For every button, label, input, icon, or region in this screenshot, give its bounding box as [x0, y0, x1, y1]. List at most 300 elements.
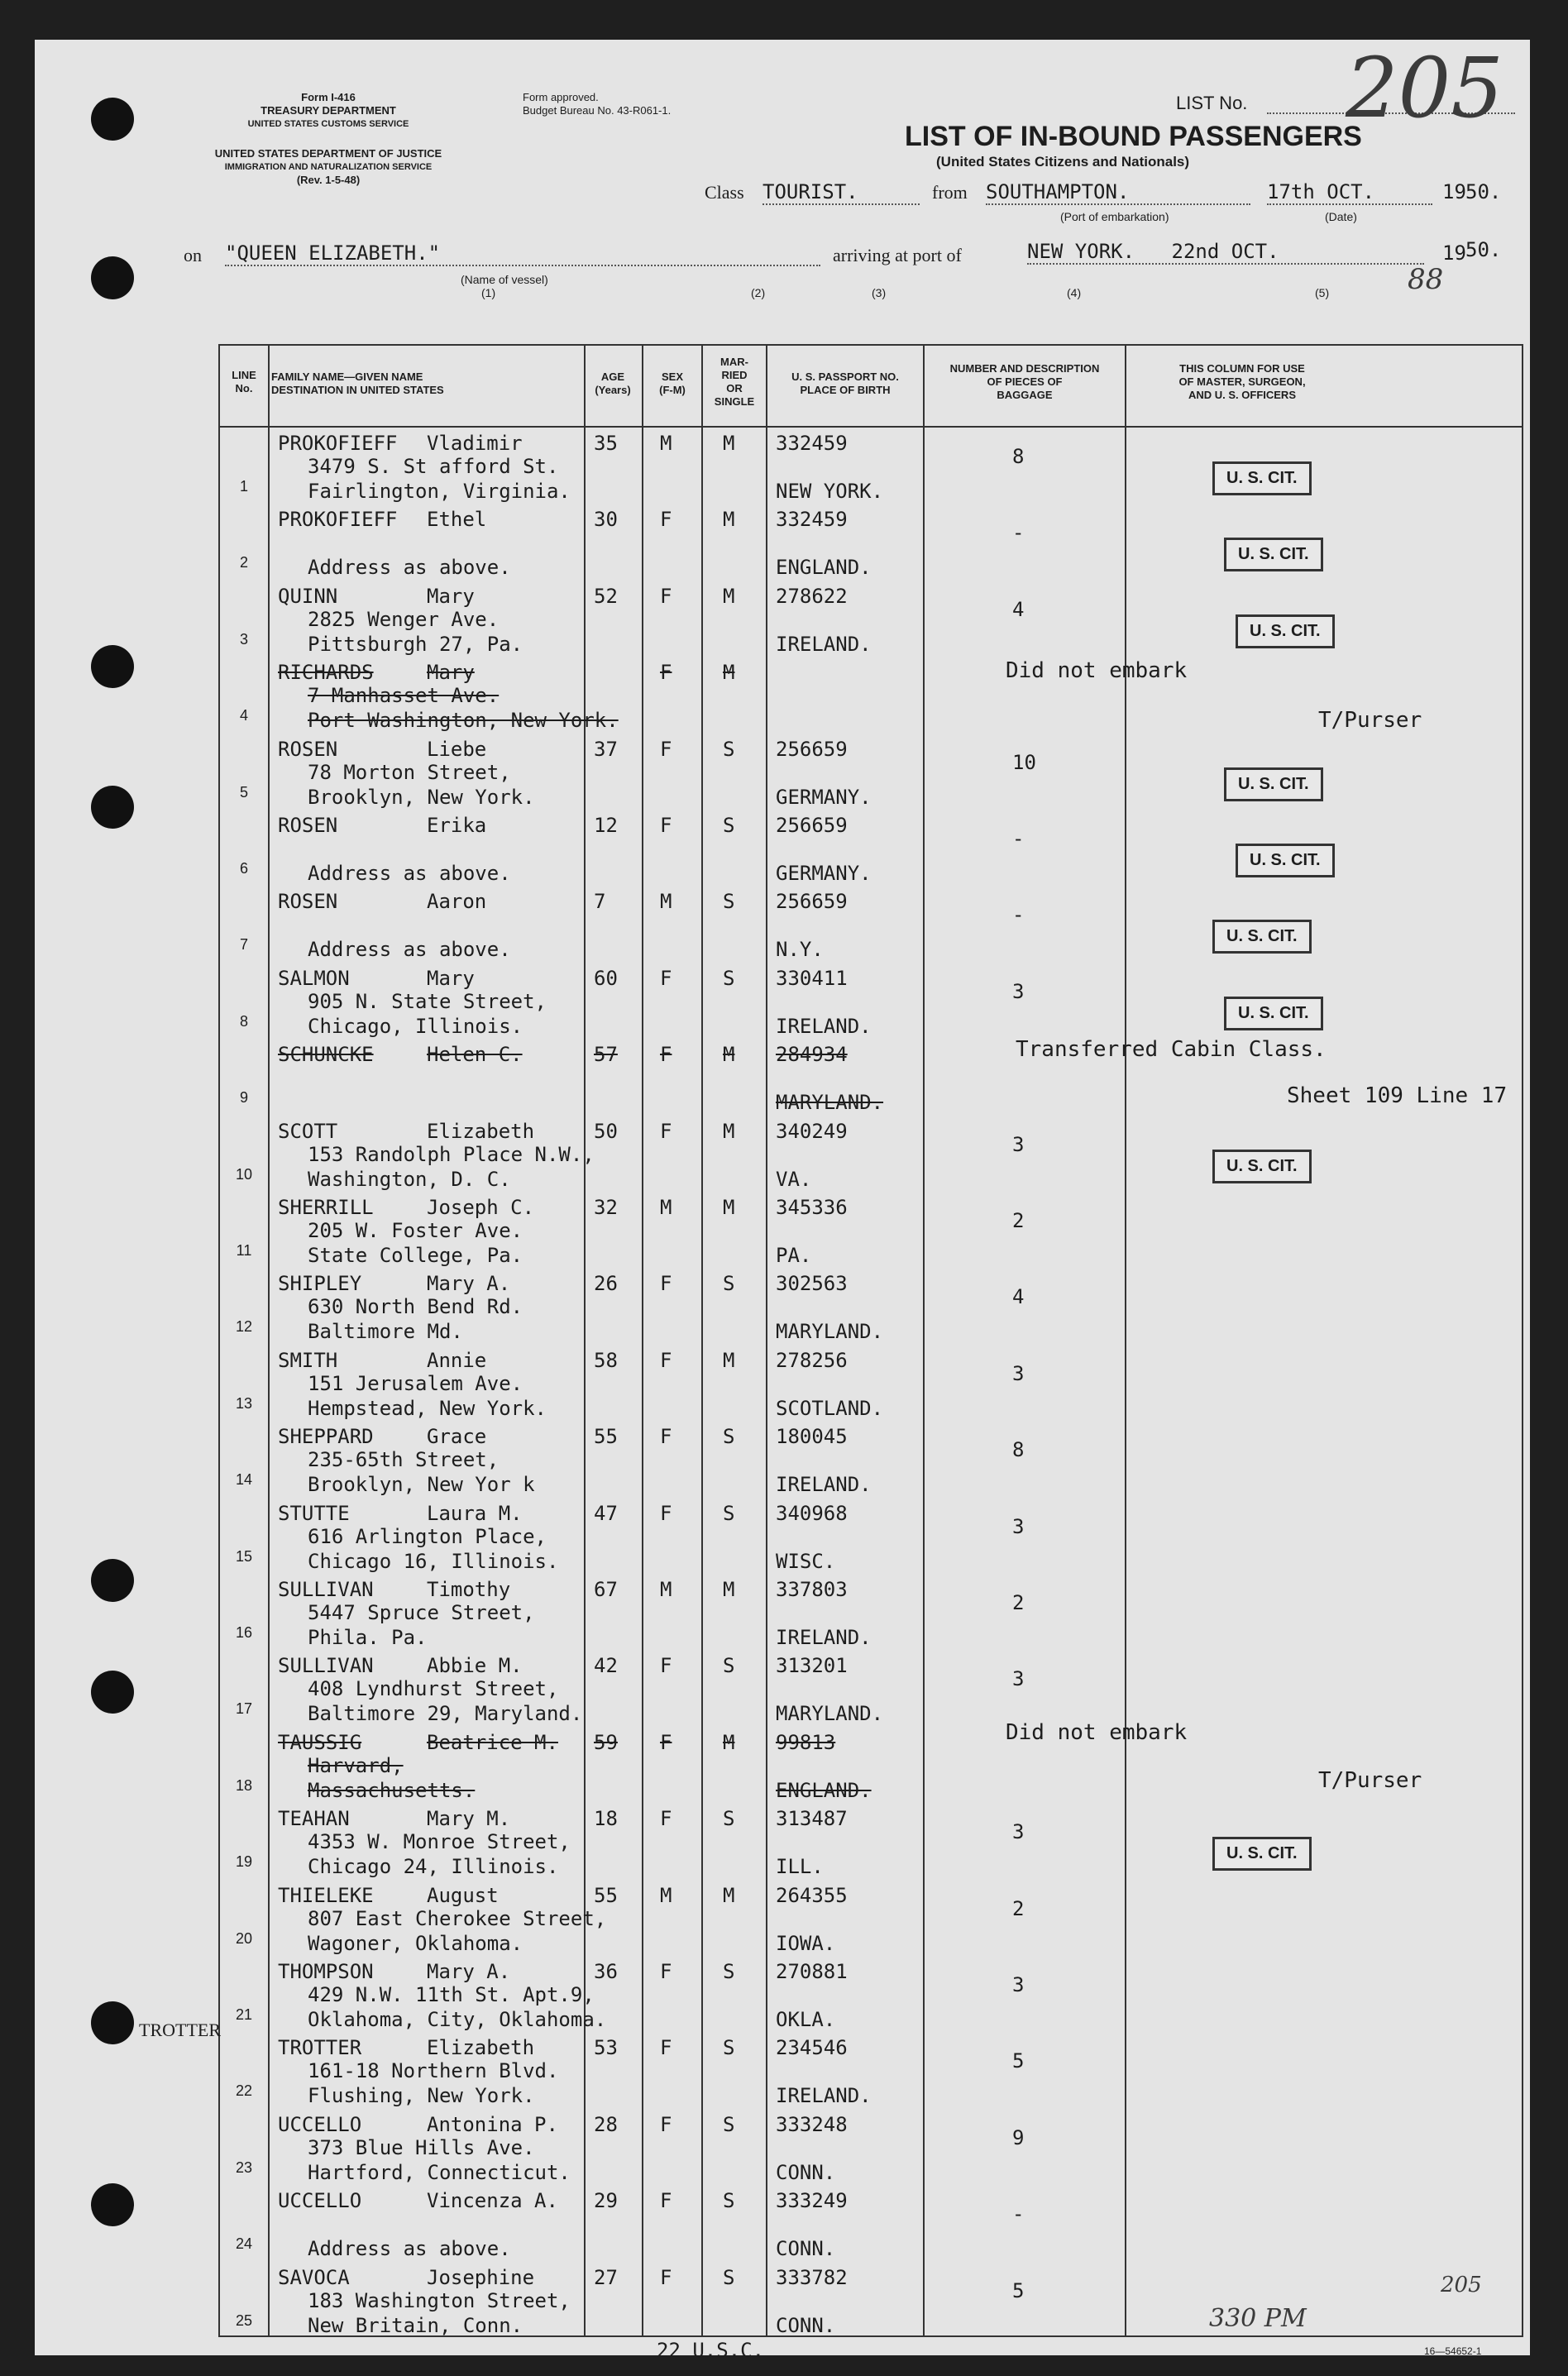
- us-cit-stamp: U. S. CIT.: [1236, 844, 1335, 877]
- address-line-2: Address as above.: [308, 938, 511, 962]
- place-of-birth: MARYLAND.: [776, 1702, 884, 1726]
- place-of-birth: PA.: [776, 1244, 812, 1267]
- marital-status: M: [723, 1883, 735, 1907]
- age: 27: [594, 2265, 618, 2289]
- address-line-2: Hempstead, New York.: [308, 1396, 547, 1420]
- age: 52: [594, 584, 618, 608]
- address-line-1: 5447 Spruce Street,: [308, 1601, 535, 1624]
- passport-number: 313487: [776, 1807, 848, 1831]
- sex: F: [660, 966, 672, 990]
- arrival-date: 22nd OCT.: [1171, 240, 1279, 263]
- given-name: Erika: [427, 814, 487, 837]
- age: 7: [594, 890, 606, 914]
- address-line-1: 78 Morton Street,: [308, 760, 511, 784]
- punch-hole: [91, 1559, 134, 1602]
- baggage-count: 3: [1012, 1820, 1025, 1844]
- given-name: Mary: [427, 661, 475, 685]
- sex: F: [660, 814, 672, 837]
- marital-status: M: [723, 1730, 735, 1754]
- us-cit-stamp: U. S. CIT.: [1224, 767, 1323, 801]
- marital-status: M: [723, 508, 735, 532]
- document-subtitle: (United States Citizens and Nationals): [936, 154, 1190, 170]
- sex: F: [660, 2112, 672, 2136]
- marital-status: M: [723, 1119, 735, 1143]
- form-number: Form I-416: [301, 91, 356, 103]
- note-transferred: Transferred Cabin Class.: [1016, 1037, 1327, 1062]
- family-name: TAUSSIG: [278, 1730, 362, 1754]
- vessel-name: "QUEEN ELIZABETH.": [225, 241, 820, 266]
- table-row: [220, 428, 1522, 505]
- address-line-2: Brooklyn, New Yor k: [308, 1473, 535, 1497]
- passport-number: 180045: [776, 1425, 848, 1449]
- arrival-port-date: [1027, 240, 1424, 265]
- line-number: 20: [235, 1929, 253, 1947]
- document-title: LIST OF IN-BOUND PASSENGERS: [905, 121, 1362, 152]
- punch-hole: [91, 645, 134, 688]
- family-name: UCCELLO: [278, 2112, 362, 2136]
- list-no-value: 205: [1346, 40, 1503, 136]
- col-number-5: (5): [1315, 286, 1330, 299]
- customs-service: UNITED STATES CUSTOMS SERVICE: [247, 119, 409, 129]
- baggage-count: 8: [1012, 1438, 1025, 1462]
- given-name: Abbie M.: [427, 1654, 523, 1678]
- family-name: SHEPPARD: [278, 1425, 374, 1449]
- given-name: Joseph C.: [427, 1196, 535, 1219]
- line-number: 5: [239, 783, 248, 801]
- age: 36: [594, 1960, 618, 1983]
- line-number: 21: [235, 2006, 253, 2023]
- given-name: Vladimir: [427, 432, 523, 455]
- table-row: [220, 1269, 1522, 1346]
- baggage-count: 2: [1012, 1591, 1025, 1614]
- given-name: August: [427, 1883, 499, 1907]
- address-line-1: 616 Arlington Place,: [308, 1524, 547, 1548]
- table-row: [220, 2033, 1522, 2110]
- address-line-1: 2825 Wenger Ave.: [308, 607, 500, 631]
- us-cit-stamp: U. S. CIT.: [1236, 614, 1335, 648]
- line-number: 16: [235, 1624, 253, 1641]
- marital-status: S: [723, 2265, 735, 2289]
- passport-number: 264355: [776, 1883, 848, 1907]
- sex: F: [660, 737, 672, 761]
- marital-status: S: [723, 1425, 735, 1449]
- given-name: Helen C.: [427, 1043, 523, 1067]
- baggage-count: -: [1012, 827, 1025, 850]
- sex: M: [660, 1196, 672, 1219]
- age: 18: [594, 1807, 618, 1831]
- age: 60: [594, 966, 618, 990]
- place-of-birth: GERMANY.: [776, 785, 872, 809]
- given-name: Josephine: [427, 2265, 535, 2289]
- sex: F: [660, 584, 672, 608]
- passport-number: 284934: [776, 1043, 848, 1067]
- given-name: Mary: [427, 966, 475, 990]
- baggage-count: 5: [1012, 2278, 1025, 2302]
- marital-status: S: [723, 1960, 735, 1983]
- table-row: [220, 504, 1522, 581]
- age: 57: [594, 1043, 618, 1067]
- family-name: SULLIVAN: [278, 1654, 374, 1678]
- marital-status: M: [723, 1348, 735, 1372]
- marital-status: S: [723, 814, 735, 837]
- passport-number: 278622: [776, 584, 848, 608]
- passport-number: 234546: [776, 2036, 848, 2060]
- given-name: Mary A.: [427, 1272, 511, 1296]
- family-name: ROSEN: [278, 814, 338, 837]
- punch-hole: [91, 2001, 134, 2044]
- baggage-count: 3: [1012, 1132, 1025, 1156]
- punch-hole: [91, 2183, 134, 2226]
- place-of-birth: IRELAND.: [776, 1473, 872, 1497]
- family-name: STUTTE: [278, 1501, 350, 1525]
- punch-hole: [91, 1671, 134, 1714]
- place-of-birth: CONN.: [776, 2313, 836, 2337]
- col-header-passport: U. S. PASSPORT NO. PLACE OF BIRTH: [791, 371, 899, 396]
- age: 35: [594, 432, 618, 455]
- place-of-birth: IRELAND.: [776, 1626, 872, 1649]
- on-label: on: [184, 245, 202, 265]
- sex: F: [660, 1730, 672, 1754]
- table-row: [220, 1575, 1522, 1652]
- family-name: PROKOFIEFF: [278, 432, 398, 455]
- address-line-1: 161-18 Northern Blvd.: [308, 2059, 559, 2083]
- punch-hole: [91, 256, 134, 299]
- address-line-1: 7 Manhasset Ave.: [308, 684, 500, 708]
- given-name: Laura M.: [427, 1501, 523, 1525]
- line-number: 10: [235, 1165, 253, 1183]
- from-value: SOUTHAMPTON.: [986, 180, 1250, 205]
- address-line-2: Address as above.: [308, 862, 511, 885]
- table-row: [220, 1881, 1522, 1958]
- address-line-1: 373 Blue Hills Ave.: [308, 2135, 535, 2159]
- embark-date: 17th OCT.: [1267, 180, 1432, 205]
- note-purser: T/Purser: [1318, 708, 1422, 733]
- sex: M: [660, 1578, 672, 1601]
- age: 55: [594, 1425, 618, 1449]
- line-number: 2: [239, 554, 248, 571]
- line-number: 3: [239, 630, 248, 648]
- marital-status: M: [723, 1578, 735, 1601]
- marital-status: S: [723, 1807, 735, 1831]
- place-of-birth: IRELAND.: [776, 632, 872, 656]
- sex: M: [660, 890, 672, 914]
- us-cit-stamp: U. S. CIT.: [1224, 997, 1323, 1030]
- passport-number: 302563: [776, 1272, 848, 1296]
- marital-status: S: [723, 2036, 735, 2060]
- family-name: PROKOFIEFF: [278, 508, 398, 532]
- treasury-dept: TREASURY DEPARTMENT: [261, 104, 396, 117]
- given-name: Timothy: [427, 1578, 511, 1601]
- arrival-port: NEW YORK.: [1027, 240, 1135, 263]
- place-of-birth: ENGLAND.: [776, 556, 872, 580]
- address-line-2: Address as above.: [308, 2237, 511, 2261]
- address-line-2: Washington, D. C.: [308, 1167, 511, 1191]
- place-of-birth: MARYLAND.: [776, 1091, 884, 1115]
- age: 12: [594, 814, 618, 837]
- address-line-2: Chicago 24, Illinois.: [308, 1855, 559, 1879]
- line-number: 6: [239, 860, 248, 877]
- address-line-2: Fairlington, Virginia.: [308, 480, 571, 503]
- address-line-2: Brooklyn, New York.: [308, 785, 535, 809]
- arrival-year: 50.: [1465, 238, 1502, 261]
- address-line-2: Hartford, Connecticut.: [308, 2160, 571, 2184]
- baggage-count: 3: [1012, 1514, 1025, 1538]
- baggage-count: -: [1012, 2202, 1025, 2226]
- address-line-2: Baltimore Md.: [308, 1320, 463, 1344]
- line-number: 24: [235, 2235, 253, 2253]
- sex: F: [660, 2036, 672, 2060]
- footer-code: 22 U.S.C.: [657, 2339, 765, 2362]
- age: 55: [594, 1883, 618, 1907]
- place-of-birth: IRELAND.: [776, 2084, 872, 2108]
- sex: M: [660, 432, 672, 455]
- line-number: 19: [235, 1853, 253, 1871]
- given-name: Mary M.: [427, 1807, 511, 1831]
- baggage-count: 3: [1012, 979, 1025, 1003]
- family-name: UCCELLO: [278, 2189, 362, 2213]
- place-of-birth: GERMANY.: [776, 862, 872, 885]
- baggage-count: -: [1012, 903, 1025, 927]
- age: 53: [594, 2036, 618, 2060]
- us-cit-stamp: U. S. CIT.: [1212, 461, 1312, 495]
- line-number: 22: [235, 2082, 253, 2100]
- line-number: 25: [235, 2311, 253, 2329]
- sex: F: [660, 1501, 672, 1525]
- passport-number: 256659: [776, 814, 848, 837]
- us-cit-stamp: U. S. CIT.: [1212, 1150, 1312, 1183]
- address-line-2: Phila. Pa.: [308, 1626, 428, 1649]
- approval-block: [523, 91, 671, 117]
- margin-note-trotter: TROTTER: [139, 2020, 221, 2040]
- line-number: 23: [235, 2158, 253, 2176]
- col-header-sex: SEX (F-M): [659, 371, 686, 396]
- given-name: Grace: [427, 1425, 487, 1449]
- col-number-4: (4): [1067, 286, 1082, 299]
- port-embark-caption: (Port of embarkation): [1060, 210, 1169, 223]
- address-line-2: Chicago 16, Illinois.: [308, 1549, 559, 1573]
- marital-status: M: [723, 1196, 735, 1219]
- print-code: 16—54652-1: [1424, 2345, 1482, 2357]
- given-name: Beatrice M.: [427, 1730, 558, 1754]
- baggage-count: 10: [1012, 750, 1036, 774]
- marital-status: M: [723, 661, 735, 685]
- passenger-table: [218, 344, 1523, 2337]
- baggage-count: 2: [1012, 1896, 1025, 1920]
- passport-number: 278256: [776, 1348, 848, 1372]
- sex: F: [660, 1807, 672, 1831]
- family-name: ROSEN: [278, 890, 338, 914]
- marital-status: M: [723, 1043, 735, 1067]
- place-of-birth: IRELAND.: [776, 1014, 872, 1038]
- given-name: Annie: [427, 1348, 487, 1372]
- marital-status: M: [723, 584, 735, 608]
- family-name: THIELEKE: [278, 1883, 374, 1907]
- family-name: THOMPSON: [278, 1960, 374, 1983]
- table-row: [220, 1499, 1522, 1575]
- note-did-not-embark-2: Did not embark: [1006, 1720, 1188, 1745]
- address-line-2: Chicago, Illinois.: [308, 1014, 523, 1038]
- baggage-count: 5: [1012, 2049, 1025, 2073]
- sex: F: [660, 1654, 672, 1678]
- baggage-count: 9: [1012, 2125, 1025, 2149]
- passport-number: 333782: [776, 2265, 848, 2289]
- baggage-count: 3: [1012, 1667, 1025, 1691]
- marital-status: S: [723, 2189, 735, 2213]
- address-line-1: 3479 S. St afford St.: [308, 455, 559, 478]
- address-line-2: Address as above.: [308, 556, 511, 580]
- place-of-birth: N.Y.: [776, 938, 824, 962]
- passport-number: 340249: [776, 1119, 848, 1143]
- family-name: SHIPLEY: [278, 1272, 362, 1296]
- line-number: 4: [239, 707, 248, 724]
- table-row: [220, 1346, 1522, 1422]
- table-row: [220, 2110, 1522, 2187]
- line-number: 1: [239, 478, 248, 495]
- baggage-count: 2: [1012, 1209, 1025, 1232]
- col-number-3: (3): [872, 286, 887, 299]
- age: 32: [594, 1196, 618, 1219]
- passport-number: 256659: [776, 890, 848, 914]
- baggage-count: 4: [1012, 597, 1025, 621]
- given-name: Antonina P.: [427, 2112, 558, 2136]
- given-name: Aaron: [427, 890, 487, 914]
- justice-block: [175, 147, 481, 187]
- embark-year-prefix: 19: [1442, 180, 1466, 203]
- manifest-page: [35, 40, 1530, 2362]
- address-line-1: 905 N. State Street,: [308, 989, 547, 1013]
- marital-status: S: [723, 2112, 735, 2136]
- place-of-birth: ENGLAND.: [776, 1778, 872, 1802]
- col-header-married: MAR- RIED OR SINGLE: [714, 356, 755, 408]
- address-line-2: Flushing, New York.: [308, 2084, 535, 2108]
- place-of-birth: ILL.: [776, 1855, 824, 1879]
- vessel-caption: (Name of vessel): [461, 273, 548, 286]
- corner-number: 205: [1441, 2273, 1482, 2297]
- passport-number: 313201: [776, 1654, 848, 1678]
- sex: F: [660, 661, 672, 685]
- table-row: [220, 2263, 1522, 2340]
- form-id-block: [241, 91, 415, 131]
- age: 37: [594, 737, 618, 761]
- line-number: 14: [235, 1471, 253, 1489]
- col-header-age: AGE (Years): [595, 371, 631, 396]
- place-of-birth: WISC.: [776, 1549, 836, 1573]
- justice-dept: UNITED STATES DEPARTMENT OF JUSTICE: [214, 147, 442, 160]
- address-line-1: 4353 W. Monroe Street,: [308, 1830, 571, 1854]
- address-line-1: 235-65th Street,: [308, 1448, 500, 1472]
- table-row: [220, 963, 1522, 1040]
- family-name: SMITH: [278, 1348, 338, 1372]
- address-line-1: 183 Washington Street,: [308, 2288, 571, 2312]
- sex: F: [660, 508, 672, 532]
- address-line-1: 807 East Cherokee Street,: [308, 1906, 607, 1930]
- sex: M: [660, 1883, 672, 1907]
- col-header-baggage: NUMBER AND DESCRIPTION OF PIECES OF BAGGAGE: [949, 362, 1100, 401]
- line-number: 7: [239, 936, 248, 954]
- place-of-birth: VA.: [776, 1167, 812, 1191]
- us-cit-stamp: U. S. CIT.: [1212, 1837, 1312, 1871]
- table-row: [220, 581, 1522, 658]
- address-line-1: Harvard,: [308, 1753, 404, 1777]
- us-cit-stamp: U. S. CIT.: [1212, 920, 1312, 954]
- budget-bureau: Budget Bureau No. 43-R061-1.: [523, 104, 672, 117]
- age: 50: [594, 1119, 618, 1143]
- given-name: Ethel: [427, 508, 487, 532]
- marital-status: S: [723, 737, 735, 761]
- place-of-birth: MARYLAND.: [776, 1320, 884, 1344]
- age: 67: [594, 1578, 618, 1601]
- place-of-birth: IOWA.: [776, 1931, 836, 1955]
- line-number: 11: [236, 1242, 252, 1259]
- from-label: from: [932, 182, 968, 203]
- sex: F: [660, 1960, 672, 1983]
- punch-hole: [91, 98, 134, 141]
- family-name: SULLIVAN: [278, 1578, 374, 1601]
- address-line-1: 408 Lyndhurst Street,: [308, 1677, 559, 1701]
- given-name: Vincenza A.: [427, 2189, 558, 2213]
- sex: F: [660, 2189, 672, 2213]
- passport-number: 99813: [776, 1730, 836, 1754]
- passport-number: 345336: [776, 1196, 848, 1219]
- col-header-name: FAMILY NAME—GIVEN NAME DESTINATION IN UNITED STATES: [271, 371, 444, 396]
- place-of-birth: CONN.: [776, 2237, 836, 2261]
- date-caption: (Date): [1325, 210, 1357, 223]
- punch-hole: [91, 786, 134, 829]
- passport-number: 340968: [776, 1501, 848, 1525]
- given-name: Elizabeth: [427, 2036, 535, 2060]
- address-line-2: Pittsburgh 27, Pa.: [308, 632, 523, 656]
- marital-status: S: [723, 1501, 735, 1525]
- age: 28: [594, 2112, 618, 2136]
- marital-status: S: [723, 966, 735, 990]
- list-no-label: LIST No.: [1176, 93, 1248, 113]
- col-header-officers: THIS COLUMN FOR USE OF MASTER, SURGEON, AND U. S. OFFICERS: [1178, 362, 1306, 401]
- embark-year: 50.: [1465, 180, 1502, 203]
- passport-number: 337803: [776, 1578, 848, 1601]
- family-name: SAVOCA: [278, 2265, 350, 2289]
- address-line-2: Baltimore 29, Maryland.: [308, 1702, 583, 1726]
- table-row: [220, 810, 1522, 887]
- address-line-2: State College, Pa.: [308, 1244, 523, 1267]
- marital-status: M: [723, 432, 735, 455]
- family-name: ROSEN: [278, 737, 338, 761]
- col-number-1: (1): [481, 286, 496, 299]
- col-number-2: (2): [751, 286, 766, 299]
- place-of-birth: SCOTLAND.: [776, 1396, 884, 1420]
- sex: F: [660, 1119, 672, 1143]
- marital-status: S: [723, 1272, 735, 1296]
- line-number: 18: [235, 1776, 253, 1794]
- address-line-1: 153 Randolph Place N.W.,: [308, 1142, 595, 1166]
- note-purser-2: T/Purser: [1318, 1768, 1422, 1793]
- family-name: TEAHAN: [278, 1807, 350, 1831]
- baggage-count: -: [1012, 521, 1025, 545]
- table-row: [220, 2186, 1522, 2263]
- arrival-year-prefix: 19: [1442, 241, 1466, 265]
- immigration-service: IMMIGRATION AND NATURALIZATION SERVICE: [224, 162, 433, 172]
- age: 47: [594, 1501, 618, 1525]
- given-name: Elizabeth: [427, 1119, 535, 1143]
- passport-number: 270881: [776, 1960, 848, 1983]
- family-name: SCOTT: [278, 1119, 338, 1143]
- address-line-2: New Britain, Conn.: [308, 2313, 523, 2337]
- line-number: 8: [239, 1012, 248, 1030]
- family-name: RICHARDS: [278, 661, 374, 685]
- table-row: [220, 1804, 1522, 1881]
- address-line-2: Port Washington, New York.: [308, 709, 619, 733]
- age: 58: [594, 1348, 618, 1372]
- form-approved: Form approved.: [523, 91, 599, 103]
